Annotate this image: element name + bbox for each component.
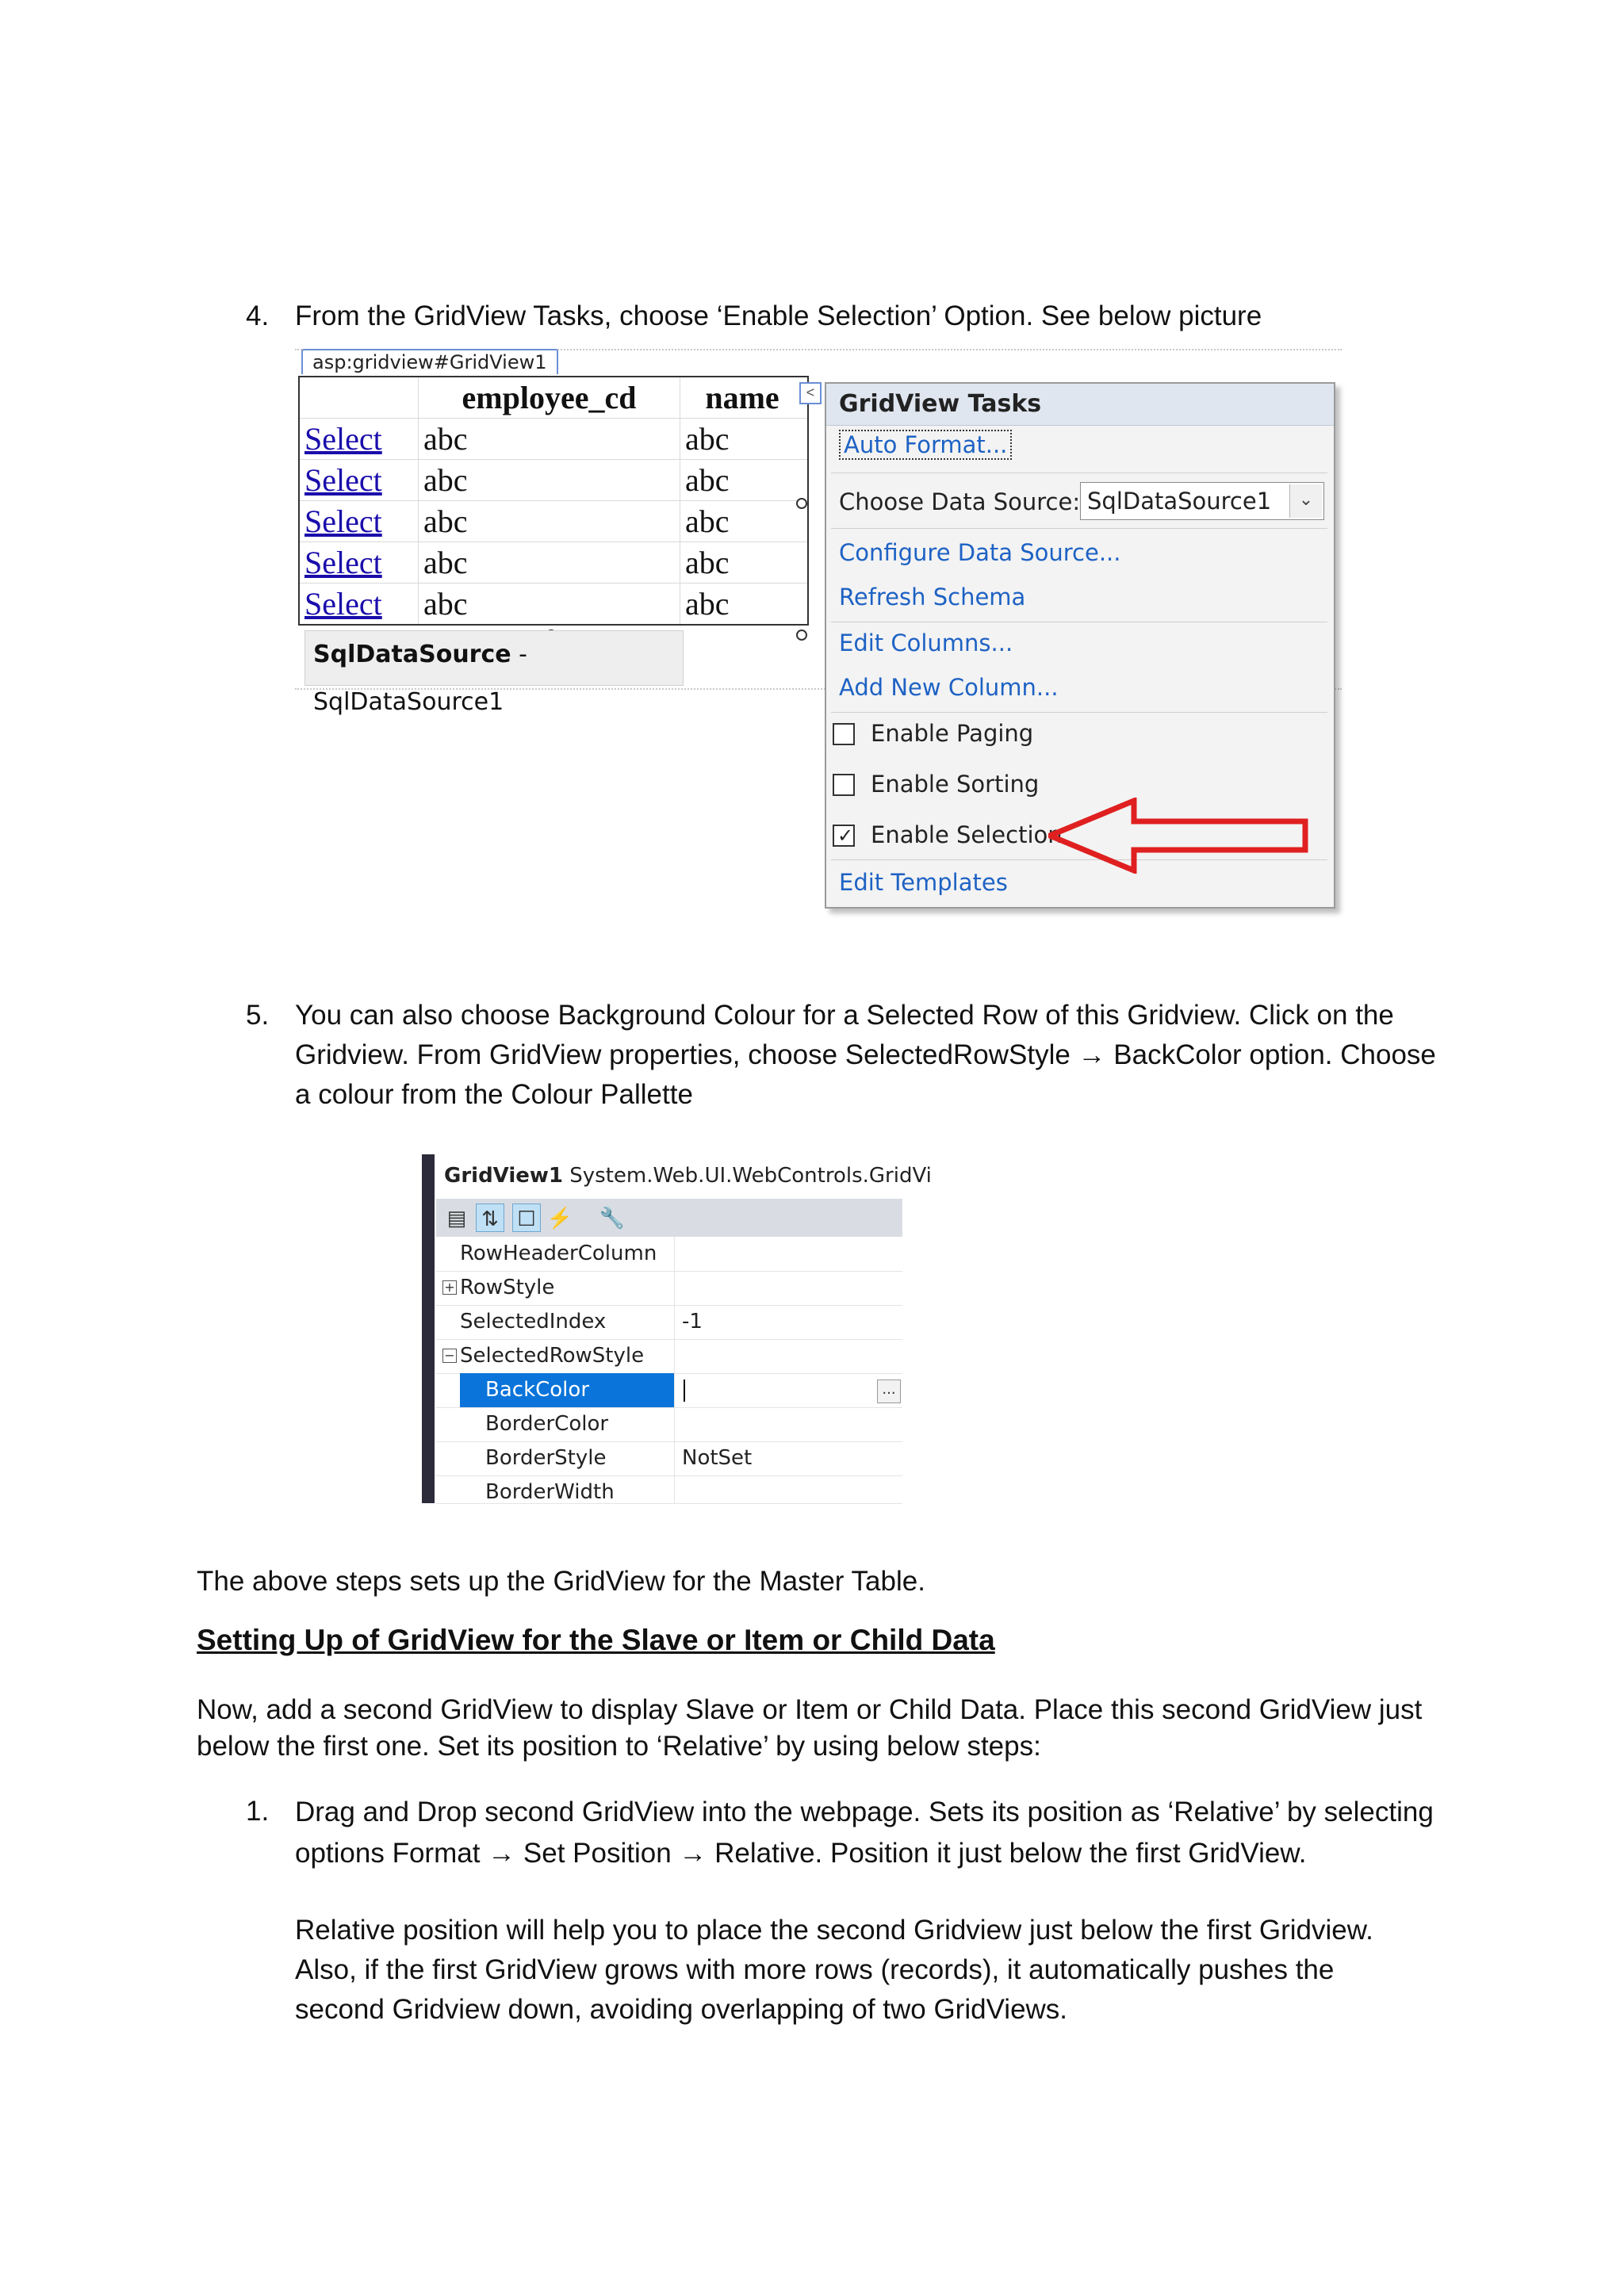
intro-paragraph: [197, 1692, 1608, 1765]
property-name: BorderStyle: [485, 1446, 607, 1470]
data-source-value: SqlDataSource1: [1087, 488, 1272, 515]
resize-handle[interactable]: [796, 498, 807, 509]
property-name: SelectedIndex: [460, 1310, 607, 1334]
header-cell: name: [705, 380, 779, 415]
note-line: Relative position will help you to place the second Gridview just below the first Gridview.: [295, 1915, 1373, 1946]
step-1-text: [295, 1792, 1595, 1874]
gridview-table[interactable]: [298, 376, 809, 626]
edit-templates-link[interactable]: Edit Templates: [839, 869, 1008, 896]
enable-selection-checkbox[interactable]: [833, 825, 855, 847]
select-link[interactable]: Select: [300, 460, 419, 500]
add-new-column-link[interactable]: Add New Column...: [839, 674, 1059, 701]
table-row: [300, 419, 807, 460]
step-1-note: [295, 1911, 1595, 2030]
step-1-line: Drag and Drop second GridView into the webpage. Sets its position as ‘Relative’ by selecting: [295, 1797, 1434, 1827]
separator: [831, 712, 1327, 713]
choose-data-source-label: Choose Data Source:: [839, 488, 1081, 515]
table-cell: abc: [419, 501, 680, 541]
collapse-icon[interactable]: −: [442, 1349, 457, 1363]
property-row[interactable]: [436, 1305, 902, 1340]
table-cell: abc: [419, 419, 680, 459]
property-pages-icon[interactable]: 🔧: [599, 1206, 626, 1230]
column-divider: [674, 1237, 675, 1271]
summary-text: The above steps sets up the GridView for the Master Table.: [197, 1566, 925, 1597]
property-row[interactable]: [436, 1237, 902, 1272]
check-icon: ✓: [837, 825, 854, 847]
refresh-schema-link[interactable]: Refresh Schema: [839, 584, 1026, 610]
gridview-tag: asp:gridview#GridView1: [301, 349, 558, 374]
step-5-line: Gridview. From GridView properties, choose SelectedRowStyle → BackColor option. Choose: [295, 1039, 1436, 1070]
edit-columns-link[interactable]: Edit Columns...: [839, 629, 1013, 656]
table-row: [300, 542, 807, 584]
step-4-text: From the GridView Tasks, choose ‘Enable Selection’ Option. See below picture: [295, 300, 1262, 331]
intro-line: Now, add a second GridView to display Slave or Item or Child Data. Place this second GridView just: [197, 1694, 1423, 1725]
step-5-line: You can also choose Background Colour for a Selected Row of this Gridview. Click on the: [295, 1000, 1394, 1031]
step-5-text: [295, 996, 1595, 1115]
column-divider: [674, 1305, 675, 1339]
alphabetical-icon[interactable]: ⇅: [476, 1203, 504, 1232]
properties-window: [422, 1154, 932, 1504]
categorized-icon[interactable]: ▤: [446, 1206, 467, 1230]
resize-handle[interactable]: [796, 629, 807, 641]
intro-line: below the first one. Set its position to ‘Relative’ by using below steps:: [197, 1731, 1041, 1762]
section-heading: Setting Up of GridView for the Slave or Item or Child Data: [197, 1624, 995, 1656]
header-cell: employee_cd: [419, 377, 680, 418]
note-line: Also, if the first GridView grows with more rows (records), it automatically pushes the: [295, 1954, 1335, 1985]
header-cell: [300, 377, 419, 418]
table-cell: abc: [419, 584, 680, 624]
select-link[interactable]: Select: [300, 542, 419, 583]
sqldatasource-type: SqlDataSource: [313, 641, 511, 668]
enable-paging-checkbox[interactable]: [833, 723, 855, 745]
property-value[interactable]: -1: [682, 1310, 703, 1334]
table-cell: abc: [419, 542, 680, 583]
configure-data-source-link[interactable]: Configure Data Source...: [839, 539, 1121, 566]
data-source-select[interactable]: [1080, 482, 1324, 520]
step-5-number: 5.: [246, 1000, 270, 1031]
tasks-title: GridView Tasks: [826, 384, 1334, 426]
column-divider: [674, 1475, 675, 1504]
column-divider: [674, 1271, 675, 1305]
property-row-selected[interactable]: [436, 1373, 902, 1408]
text-caret: [684, 1380, 685, 1402]
table-cell: abc: [685, 503, 730, 539]
properties-icon[interactable]: ☐: [512, 1203, 541, 1232]
column-divider: [674, 1373, 675, 1407]
select-link[interactable]: Select: [300, 584, 419, 624]
table-cell: abc: [685, 462, 730, 498]
note-line: second Gridview down, avoiding overlapping of two GridViews.: [295, 1994, 1068, 2025]
property-name: RowStyle: [460, 1276, 555, 1299]
sqldatasource-control[interactable]: [304, 630, 684, 716]
expand-icon[interactable]: +: [442, 1280, 457, 1295]
property-row[interactable]: [436, 1441, 902, 1476]
property-grid: [436, 1237, 902, 1503]
gridview-tasks-figure: [295, 344, 1342, 915]
column-divider: [674, 1441, 675, 1475]
table-cell: abc: [685, 586, 730, 622]
enable-selection-label: Enable Selection: [871, 821, 1063, 848]
ellipsis-button[interactable]: ...: [877, 1380, 901, 1403]
step-5-line: a colour from the Colour Pallette: [295, 1079, 693, 1110]
enable-sorting-label: Enable Sorting: [871, 771, 1040, 798]
step-1-line: options Format → Set Position → Relative. Position it just below the first GridView.: [295, 1838, 1307, 1869]
separator: [831, 528, 1327, 529]
property-name: BackColor: [460, 1373, 674, 1407]
table-row: [300, 584, 807, 624]
red-arrow-icon: [1048, 798, 1310, 874]
property-row[interactable]: [436, 1339, 902, 1374]
property-name: RowHeaderColumn: [460, 1242, 657, 1265]
table-row: [300, 460, 807, 501]
enable-sorting-checkbox[interactable]: [833, 774, 855, 796]
select-link[interactable]: Select: [300, 419, 419, 459]
property-name: SelectedRowStyle: [460, 1344, 645, 1368]
step-1-number: 1.: [246, 1796, 270, 1827]
column-divider: [674, 1339, 675, 1373]
property-row[interactable]: [436, 1271, 902, 1306]
column-divider: [674, 1407, 675, 1441]
property-name: BorderWidth: [485, 1480, 615, 1504]
step-4-number: 4.: [246, 300, 270, 331]
object-type: System.Web.UI.WebControls.GridVi: [569, 1164, 932, 1188]
table-cell: abc: [685, 545, 730, 580]
auto-format-label: Auto Format...: [839, 430, 1012, 460]
table-cell: abc: [419, 460, 680, 500]
auto-format-link[interactable]: [839, 431, 1012, 458]
gridview-header-row: [300, 377, 807, 419]
chevron-down-icon[interactable]: ⌄: [1289, 484, 1322, 518]
property-row[interactable]: [436, 1475, 902, 1504]
object-name: GridView1: [444, 1164, 564, 1188]
select-link[interactable]: Select: [300, 501, 419, 541]
properties-header: [444, 1164, 932, 1188]
sqldatasource-name: - SqlDataSource1: [313, 641, 527, 716]
property-row[interactable]: [436, 1407, 902, 1442]
window-edge: [422, 1154, 435, 1503]
enable-paging-label: Enable Paging: [871, 720, 1034, 747]
events-icon[interactable]: ⚡: [546, 1206, 573, 1230]
table-row: [300, 501, 807, 542]
table-cell: abc: [685, 421, 730, 457]
property-value[interactable]: NotSet: [682, 1446, 753, 1470]
property-name: BorderColor: [485, 1412, 609, 1436]
properties-toolbar: [436, 1199, 902, 1237]
smart-tag-chevron-icon[interactable]: <: [799, 382, 822, 404]
